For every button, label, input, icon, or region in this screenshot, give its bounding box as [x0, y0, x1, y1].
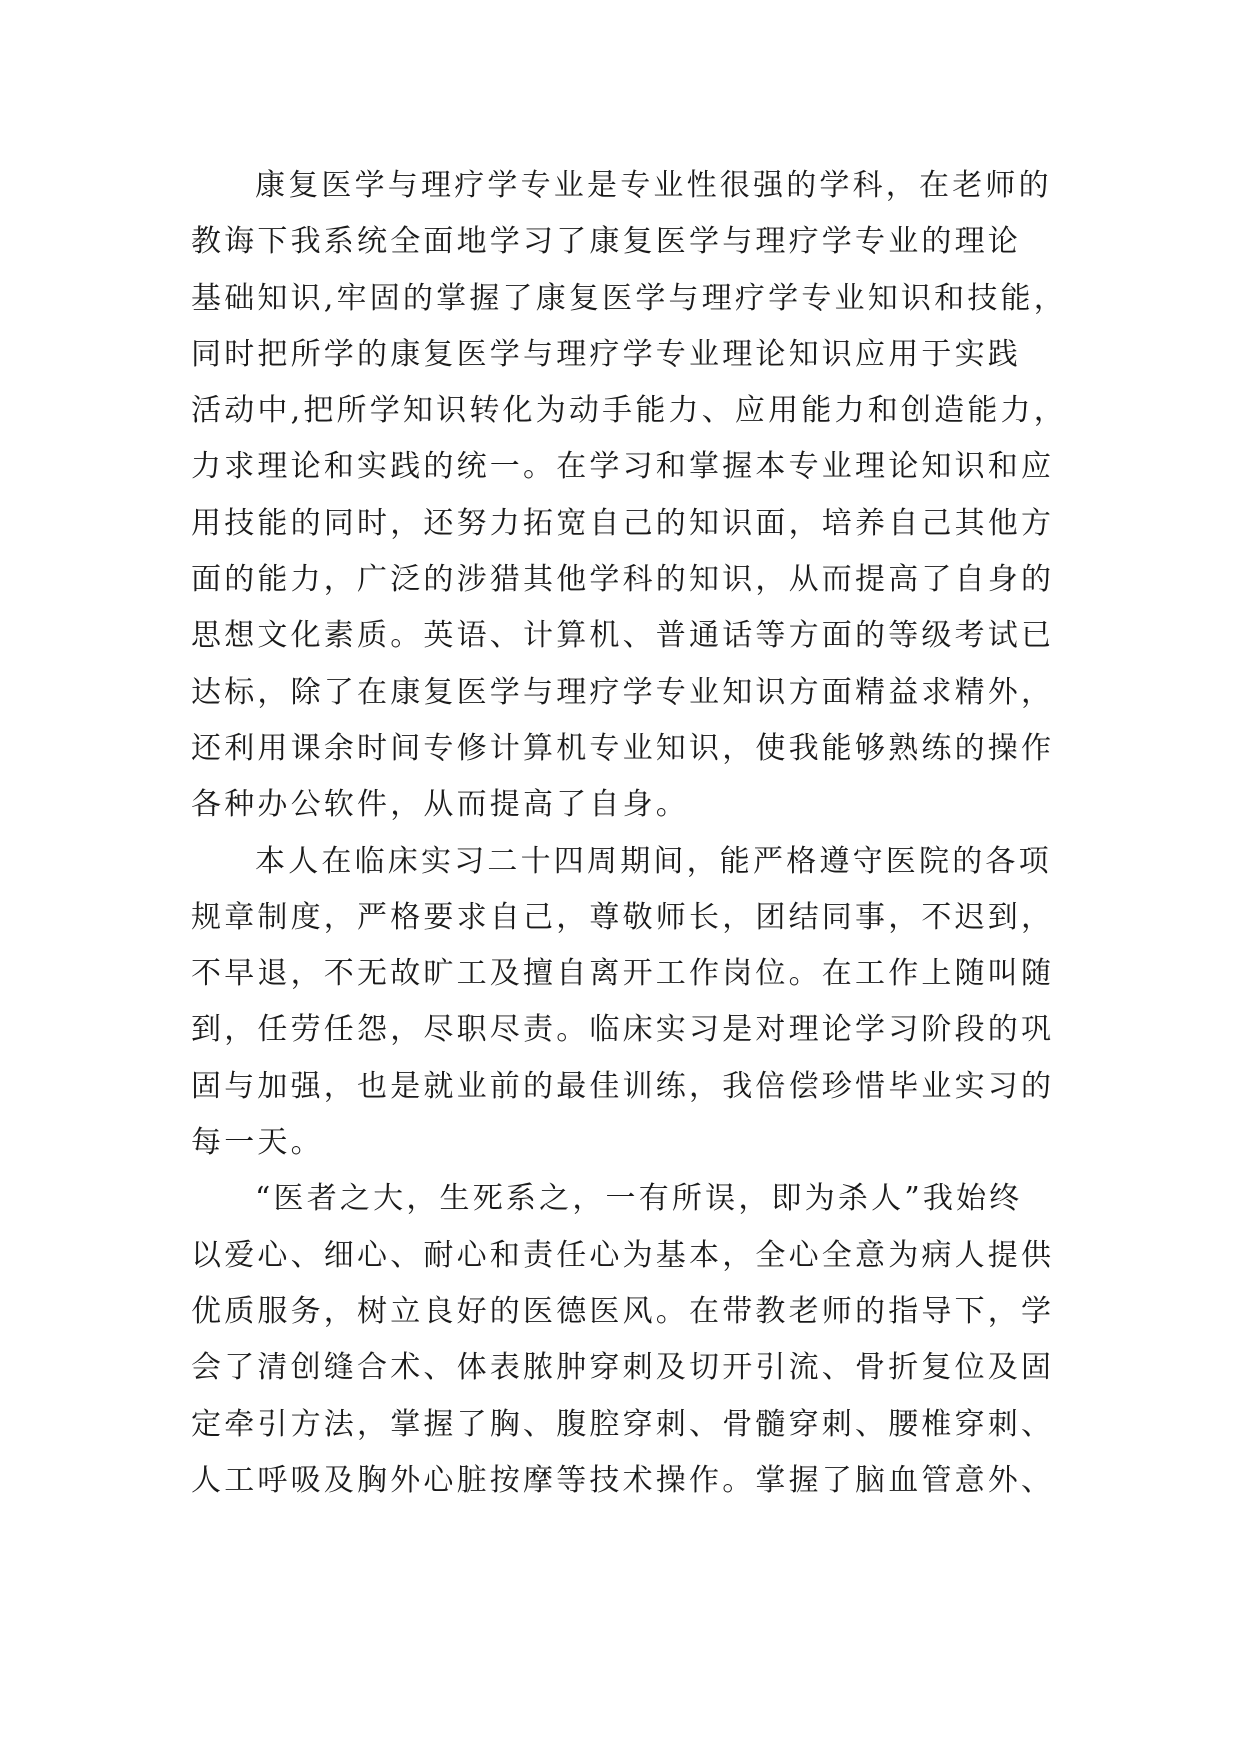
paragraph-line: 力求理论和实践的统一。在学习和掌握本专业理论知识和应: [191, 449, 1055, 485]
paragraph-3: [191, 1171, 1071, 1509]
paragraph-line: 会了清创缝合术、体表脓肿穿刺及切开引流、骨折复位及固: [191, 1350, 1055, 1386]
paragraph-line: “医者之大，生死系之，一有所误，即为杀人”我始终: [255, 1181, 1023, 1217]
paragraph-line: 康复医学与理疗学专业是专业性很强的学科，在老师的: [255, 168, 1052, 203]
paragraph-line: 还利用课余时间专修计算机专业知识，使我能够熟练的操作: [191, 730, 1055, 766]
paragraph-line: 达标，除了在康复医学与理疗学专业知识方面精益求精外，: [191, 674, 1055, 710]
paragraph-line: 以爱心、细心、耐心和责任心为基本，全心全意为病人提供: [191, 1237, 1055, 1273]
document-body: [191, 158, 1071, 1509]
paragraph-line: 每一天。: [191, 1125, 324, 1161]
paragraph-line: 各种办公软件，从而提高了自身。: [191, 787, 689, 823]
paragraph-line: 人工呼吸及胸外心脏按摩等技术操作。掌握了脑血管意外、: [191, 1462, 1055, 1498]
paragraph-line: 本人在临床实习二十四周期间，能严格遵守医院的各项: [255, 843, 1052, 879]
paragraph-line: 用技能的同时，还努力拓宽自己的知识面，培养自己其他方: [191, 505, 1055, 541]
paragraph-line: 定牵引方法，掌握了胸、腹腔穿刺、骨髓穿刺、腰椎穿刺、: [191, 1406, 1055, 1442]
paragraph-1: [191, 158, 1071, 834]
paragraph-line: 优质服务，树立良好的医德医风。在带教老师的指导下，学: [191, 1293, 1055, 1329]
paragraph-line: 面的能力，广泛的涉猎其他学科的知识，从而提高了自身的: [191, 562, 1055, 598]
paragraph-line: 活动中,把所学知识转化为动手能力、应用能力和创造能力，: [191, 393, 1067, 429]
paragraph-line: 同时把所学的康复医学与理疗学专业理论知识应用于实践: [191, 336, 1021, 372]
paragraph-line: 规章制度，严格要求自己，尊敬师长，团结同事，不迟到，: [191, 899, 1055, 935]
paragraph-2: [191, 834, 1071, 1172]
paragraph-line: 到，任劳任怨，尽职尽责。临床实习是对理论学习阶段的巩: [191, 1012, 1055, 1048]
paragraph-line: 不早退，不无故旷工及擅自离开工作岗位。在工作上随叫随: [191, 956, 1055, 992]
paragraph-line: 思想文化素质。英语、计算机、普通话等方面的等级考试已: [191, 618, 1055, 654]
paragraph-line: 固与加强，也是就业前的最佳训练，我倍偿珍惜毕业实习的: [191, 1068, 1055, 1104]
paragraph-line: 基础知识,牢固的掌握了康复医学与理疗学专业知识和技能，: [191, 280, 1067, 316]
paragraph-line: 教诲下我系统全面地学习了康复医学与理疗学专业的理论: [191, 224, 1021, 260]
